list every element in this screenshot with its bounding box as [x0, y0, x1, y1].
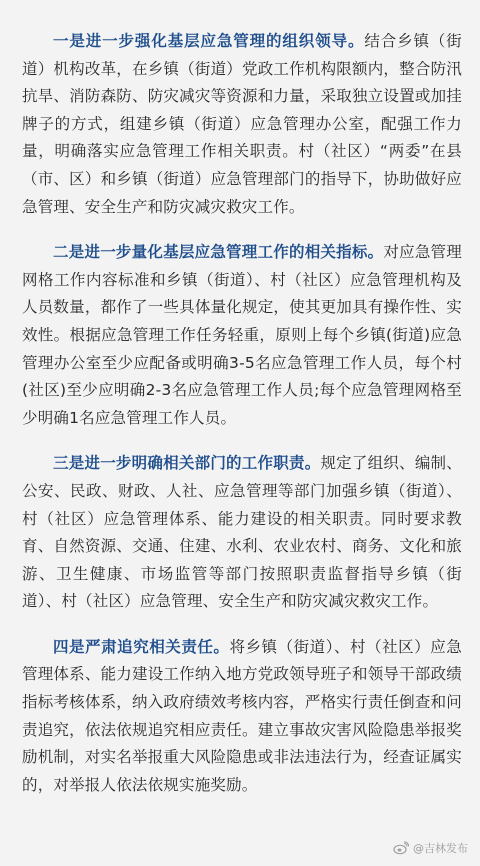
paragraph-text: 结合乡镇（街道）机构改革，在乡镇（街道）党政工作机构限额内，整合防汛抗旱、消防森防、防灾减灾等资源和力量，采取独立设置或加挂牌子的方式，组建乡镇（街道）应急管理办公室，配强工作力量，明确落实应急管理工作相关职责。村（社区）“两委”在县（市、区）和乡镇（街道）应急管理部门的指导下，协助做好应急管理、安全生产和防灾减灾救灾工作。	[22, 32, 462, 216]
paragraph-text: 将乡镇（街道）、村（社区）应急管理体系、能力建设工作纳入地方党政领导班子和领导干部政绩指标考核体系，纳入政府绩效考核内容，严格实行责任倒查和问责追究，依法依规追究相应责任。建立事故灾害风险隐患举报奖励机制，对实名举报重大风险隐患或非法违法行为，经查证属实的，对举报人依法依规实施奖励。	[22, 637, 462, 794]
watermark-text: @吉林发布	[413, 842, 468, 855]
article-body	[22, 28, 462, 817]
paragraph-lead: 二是进一步量化基层应急管理工作的相关指标。	[53, 243, 384, 262]
paragraph-4	[22, 634, 462, 800]
paragraph-2	[22, 239, 462, 432]
paragraph-lead: 四是严肃追究相关责任。	[53, 637, 230, 656]
paragraph-text: 对应急管理网格工作内容标准和乡镇（街道）、村（社区）应急管理机构及人员数量，都作了一些具体量化规定，使其更加具有操作性、实效性。根据应急管理工作任务轻重，原则上每个乡镇(街道)应急管理办公室至少应配备或明确3-5名应急管理工作人员，每个村(社区)至少应明确2-3名应急管理工作人员;每个应急管理网格至少明确1名应急管理工作人员。	[22, 243, 462, 427]
paragraph-text: 规定了组织、编制、公安、民政、财政、人社、应急管理等部门加强乡镇（街道）、村（社区）应急管理体系、能力建设的相关职责。同时要求教育、自然资源、交通、住建、水利、农业农村、商务、文化和旅游、卫生健康、市场监管等部门按照职责监督指导乡镇（街道）、村（社区）应急管理、安全生产和防灾减灾救灾工作。	[22, 454, 462, 611]
paragraph-lead: 一是进一步强化基层应急管理的组织领导。	[53, 32, 365, 50]
weibo-icon	[393, 841, 409, 855]
paragraph-1	[22, 28, 462, 221]
paragraph-3	[22, 450, 462, 616]
watermark	[393, 840, 468, 856]
paragraph-lead: 三是进一步明确相关部门的工作职责。	[53, 454, 321, 473]
